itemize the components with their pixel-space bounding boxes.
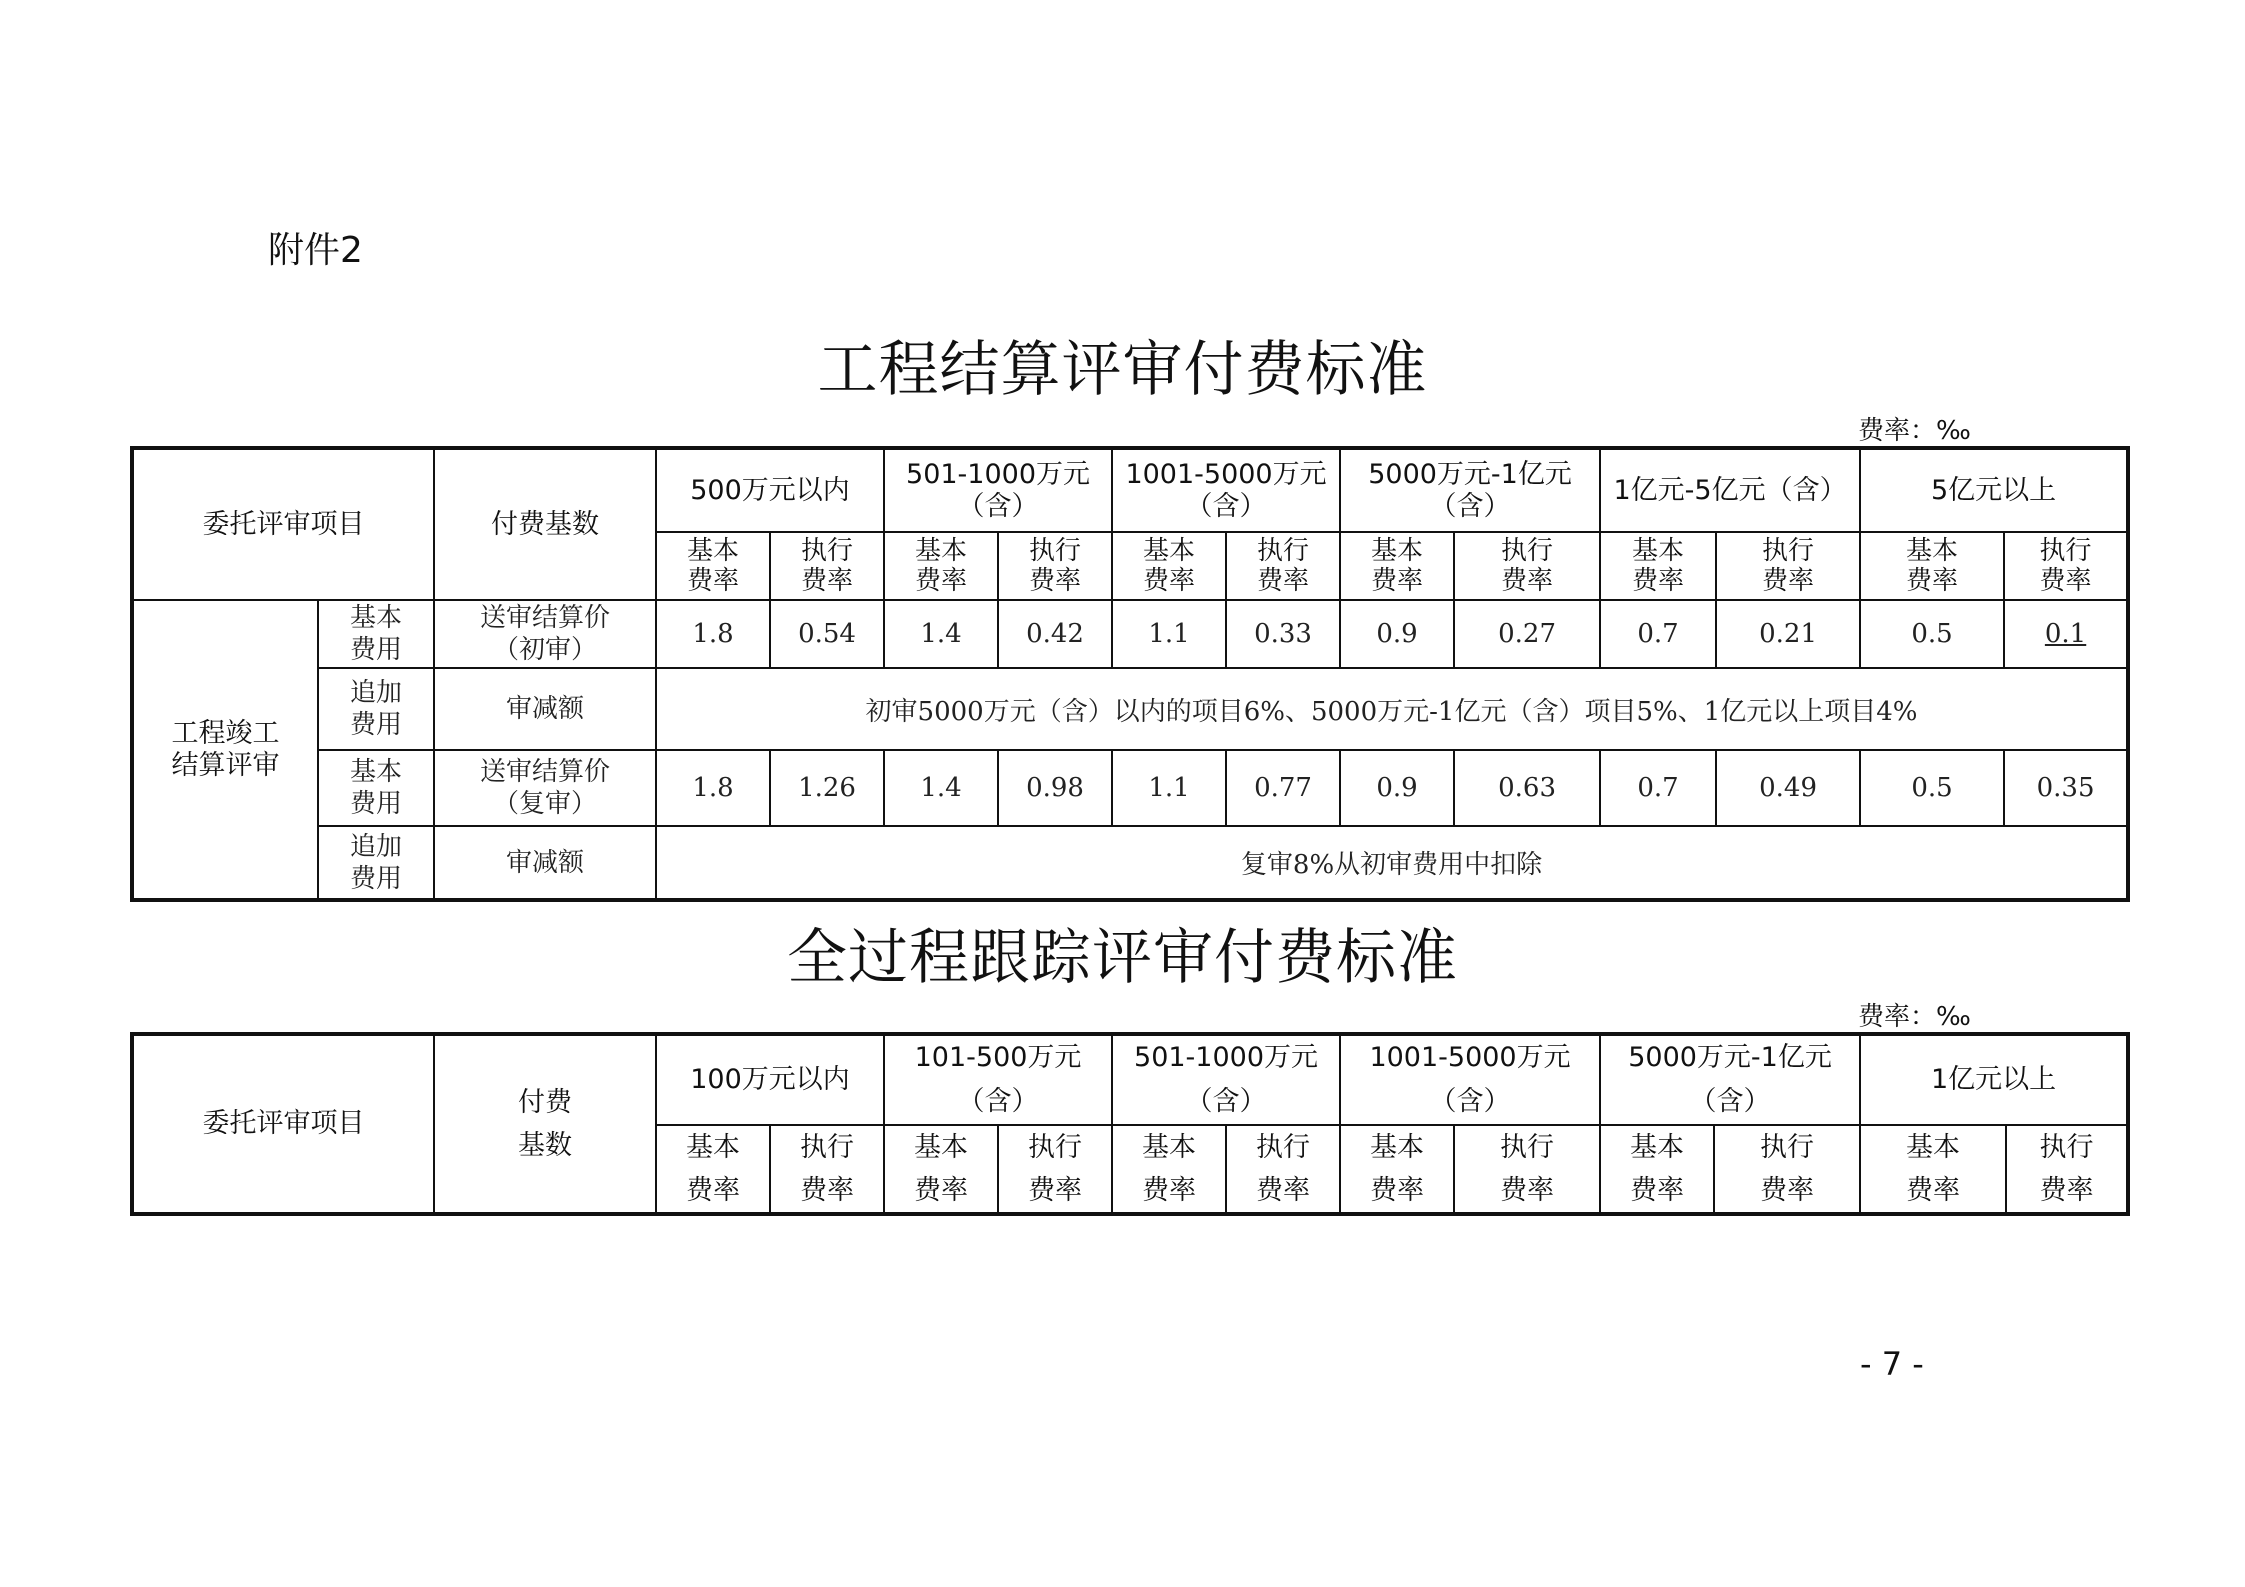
base-rate-header: 基本 费率	[1112, 1125, 1226, 1214]
attachment-label: 附件2	[268, 230, 363, 271]
rate-value: 0.7	[1600, 600, 1716, 668]
rate-value: 1.26	[770, 750, 884, 826]
exec-rate-header: 执行 费率	[1226, 532, 1340, 600]
settlement-table	[130, 446, 2130, 902]
rate-value: 0.98	[998, 750, 1112, 826]
rate-value: 1.8	[656, 750, 770, 826]
range-header: 501-1000万元 （含）	[1112, 1034, 1340, 1125]
exec-rate-header: 执行 费率	[770, 1125, 884, 1214]
base-rate-header: 基本 费率	[1600, 1125, 1714, 1214]
range-header: 5000万元-1亿元 （含）	[1340, 448, 1600, 532]
exec-rate-header: 执行 费率	[2006, 1125, 2128, 1214]
additional-fee-note: 复审8%从初审费用中扣除	[656, 826, 2128, 900]
range-header: 1亿元-5亿元（含）	[1600, 448, 1860, 532]
exec-rate-header: 执行 费率	[1454, 1125, 1600, 1214]
exec-rate-header: 执行 费率	[770, 532, 884, 600]
exec-rate-header: 执行 费率	[1714, 1125, 1860, 1214]
table-row	[132, 668, 2128, 750]
fee-type: 追加 费用	[318, 826, 434, 900]
range-header: 5000万元-1亿元 （含）	[1600, 1034, 1860, 1125]
settlement-title: 工程结算评审付费标准	[817, 335, 1428, 405]
base-rate-header: 基本 费率	[1860, 1125, 2006, 1214]
table-row	[132, 600, 2128, 668]
range-header: 1001-5000万元 （含）	[1112, 448, 1340, 532]
rate-value: 0.21	[1716, 600, 1860, 668]
fee-basis: 审减额	[434, 826, 656, 900]
rate-value: 0.42	[998, 600, 1112, 668]
rate-value: 1.1	[1112, 600, 1226, 668]
base-rate-header: 基本 费率	[1860, 532, 2004, 600]
base-rate-header: 基本 费率	[656, 1125, 770, 1214]
header-project: 委托评审项目	[132, 448, 434, 600]
rate-value: 0.5	[1860, 750, 2004, 826]
fee-type: 基本 费用	[318, 600, 434, 668]
base-rate-header: 基本 费率	[1340, 1125, 1454, 1214]
settlement-unit: 费率：‰	[1858, 416, 1971, 446]
table-row	[132, 826, 2128, 900]
base-rate-header: 基本 费率	[1112, 532, 1226, 600]
rate-value: 1.8	[656, 600, 770, 668]
group-label: 工程竣工 结算评审	[132, 600, 318, 900]
rate-value: 0.27	[1454, 600, 1600, 668]
rate-value: 0.54	[770, 600, 884, 668]
base-rate-header: 基本 费率	[656, 532, 770, 600]
rate-value: 0.77	[1226, 750, 1340, 826]
base-rate-header: 基本 费率	[1600, 532, 1716, 600]
table-row	[132, 750, 2128, 826]
header-project: 委托评审项目	[132, 1034, 434, 1214]
rate-value: 0.35	[2004, 750, 2128, 826]
base-rate-header: 基本 费率	[884, 1125, 998, 1214]
rate-value: 0.9	[1340, 600, 1454, 668]
fee-basis: 审减额	[434, 668, 656, 750]
rate-value: 0.33	[1226, 600, 1340, 668]
rate-value: 1.4	[884, 750, 998, 826]
rate-value: 0.9	[1340, 750, 1454, 826]
exec-rate-header: 执行 费率	[998, 1125, 1112, 1214]
range-header: 100万元以内	[656, 1034, 884, 1125]
rate-value: 1.1	[1112, 750, 1226, 826]
exec-rate-header: 执行 费率	[1716, 532, 1860, 600]
rate-value: 0.49	[1716, 750, 1860, 826]
fee-basis: 送审结算价 （复审）	[434, 750, 656, 826]
exec-rate-header: 执行 费率	[1454, 532, 1600, 600]
header-basis: 付费 基数	[434, 1034, 656, 1214]
fee-type: 追加 费用	[318, 668, 434, 750]
exec-rate-header: 执行 费率	[2004, 532, 2128, 600]
range-header: 501-1000万元 （含）	[884, 448, 1112, 532]
range-header: 5亿元以上	[1860, 448, 2128, 532]
page-number: - 7 -	[1860, 1345, 1924, 1383]
rate-value: 0.5	[1860, 600, 2004, 668]
base-rate-header: 基本 费率	[1340, 532, 1454, 600]
range-header: 101-500万元 （含）	[884, 1034, 1112, 1125]
exec-rate-header: 执行 费率	[998, 532, 1112, 600]
rate-value: 1.4	[884, 600, 998, 668]
header-basis: 付费基数	[434, 448, 656, 600]
exec-rate-header: 执行 费率	[1226, 1125, 1340, 1214]
fee-type: 基本 费用	[318, 750, 434, 826]
range-header: 1亿元以上	[1860, 1034, 2128, 1125]
additional-fee-note: 初审5000万元（含）以内的项目6%、5000万元-1亿元（含）项目5%、1亿元以上项目4%	[656, 668, 2128, 750]
rate-value: 0.1	[2004, 600, 2128, 668]
base-rate-header: 基本 费率	[884, 532, 998, 600]
tracking-table	[130, 1032, 2130, 1216]
range-header: 1001-5000万元 （含）	[1340, 1034, 1600, 1125]
fee-basis: 送审结算价 （初审）	[434, 600, 656, 668]
range-header: 500万元以内	[656, 448, 884, 532]
rate-value: 0.63	[1454, 750, 1600, 826]
tracking-unit: 费率：‰	[1858, 1002, 1971, 1032]
tracking-title: 全过程跟踪评审付费标准	[787, 923, 1458, 993]
rate-value: 0.7	[1600, 750, 1716, 826]
